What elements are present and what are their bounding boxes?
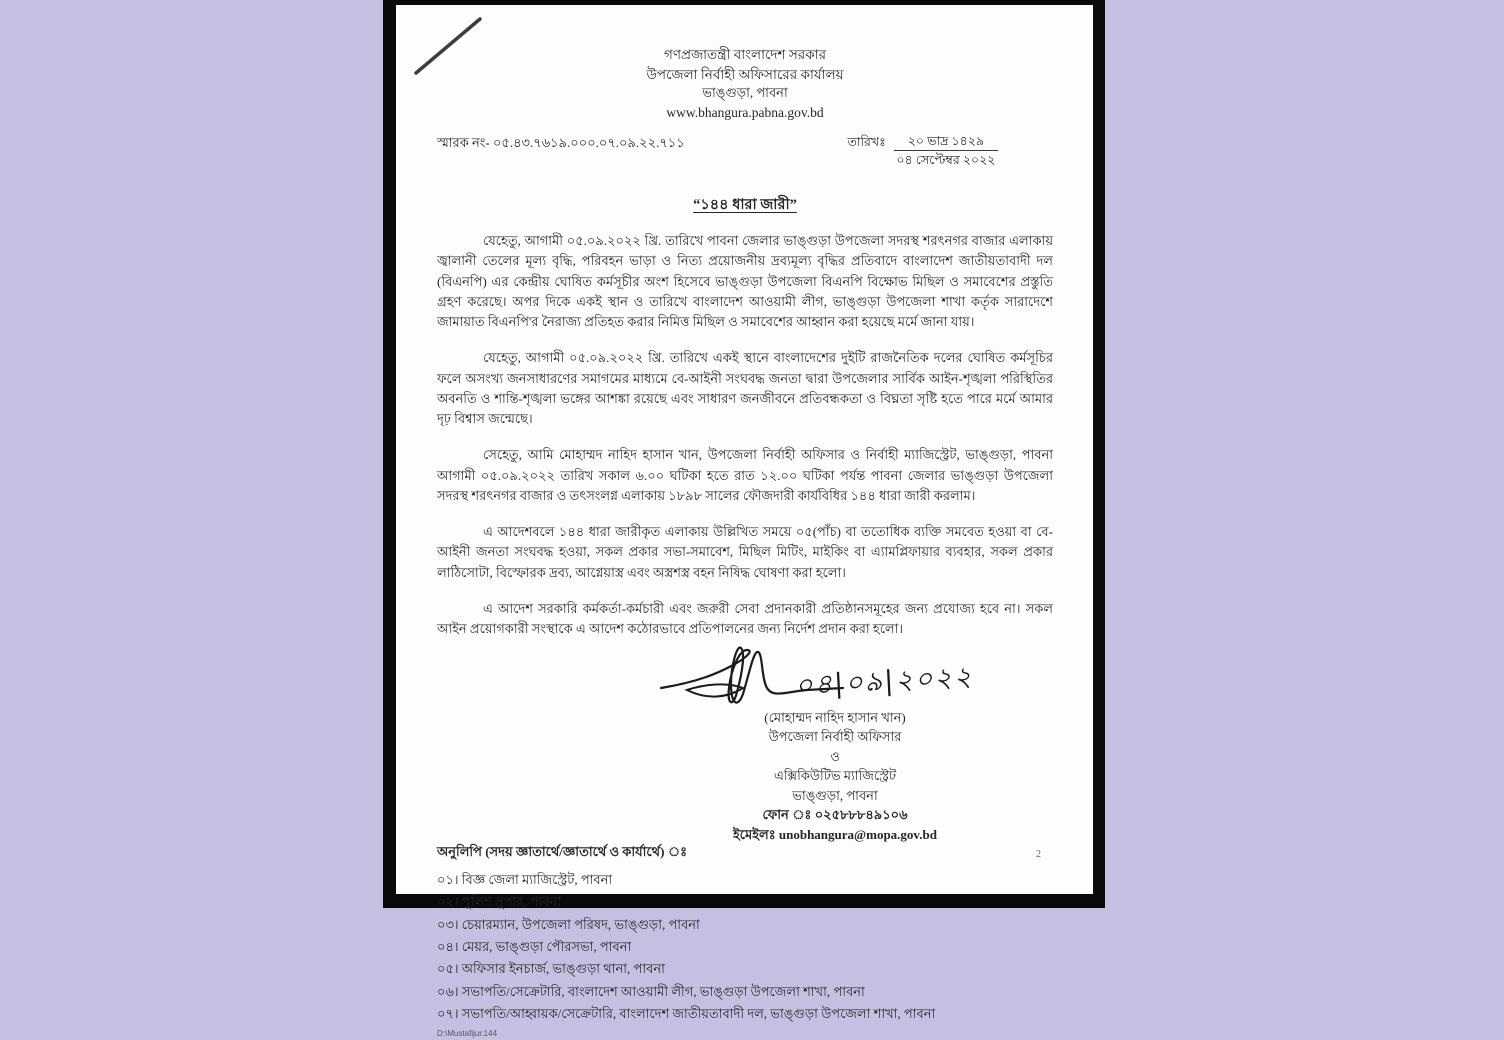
signatory-designation-2: এক্সিকিউটিভ ম্যাজিস্ট্রেট xyxy=(773,768,897,784)
paragraph-order: সেহেতু, আমি মোহাম্মদ নাহিদ হাসান খান, উপজেলা নির্বাহী অফিসার ও নির্বাহী ম্যাজিস্ট্রেট, ভাঙ্গুড়া, পাবনা আগামী ০৫.০৯.২০২২ তারিখ সকাল ৬.০০ ঘটিকা হতে রাত ১২.০০ ঘটিকা পর্যন্ত পাবনা জেলার ভাঙ্গুড়া উপজেলা সদরস্থ শরৎনগর বাজার ও তৎসংলগ্ন এলাকায় ১৮৯৮ সালের ফৌজদারী কার্যবিধির ১৪৪ ধারা জারী করলাম। xyxy=(437,447,1053,503)
signatory-name: (মোহাম্মদ নাহিদ হাসান খান) xyxy=(764,709,906,725)
document-page xyxy=(396,5,1093,1038)
date-block xyxy=(847,133,998,170)
date-bangla: ২০ ভাদ্র ১৪২৯ xyxy=(894,133,998,152)
paragraph-whereas-1: যেহেতু, আগামী ০৫.০৯.২০২২ খ্রি. তারিখে পাবনা জেলার ভাঙ্গুড়া উপজেলা সদরস্থ শরৎনগর বাজার এলাকায় জ্বালানী তেলের মূল্য বৃদ্ধি, পরিবহন ভাড়া ও নিত্য প্রয়োজনীয় দ্রব্যমূল্য বৃদ্ধির প্রতিবাদে বাংলাদেশ জাতীয়তাবাদী দল (বিএনপি) এর কেন্দ্রীয় ঘোষিত কর্মসূচীর অংশ হিসেবে ভাঙ্গুড়া উপজেলা বিএনপি বিক্ষোভ মিছিল ও সমাবেশের প্রস্তুতি গ্রহণ করেছে। অপর দিকে একই স্থান ও তারিখে বাংলাদেশ আওয়ামী লীগ, ভাঙ্গুড়া উপজেলা শাখা কর্তৃক সারাদেশে জামায়াত বিএনপি'র নৈরাজ্য প্রতিহত করার নিমিত্ত মিছিল ও সমাবেশের আহ্বান করা হয়েছে মর্মে জানা যায়। xyxy=(437,233,1053,330)
letterhead-location: ভাঙ্গুড়া, পাবনা xyxy=(702,85,788,101)
date-label: তারিখঃ xyxy=(847,134,886,149)
distribution-item: ০৫। অফিসার ইনচার্জ, ভাঙ্গুড়া থানা, পাবনা xyxy=(437,961,665,977)
memo-row xyxy=(437,133,1053,170)
distribution-item: ০৩। চেয়ারম্যান, উপজেলা পরিষদ, ভাঙ্গুড়া, পাবনা xyxy=(437,916,700,932)
signature-area xyxy=(437,656,1053,842)
distribution-item: ০৬। সভাপতি/সেক্রেটারি, বাংলাদেশ আওয়ামী লীগ, ভাঙ্গুড়া উপজেলা শাখা, পাবনা xyxy=(437,983,865,999)
signatory-phone: ফোন ঃ ০২৫৮৮৮৪৯১০৬ xyxy=(762,807,908,823)
date-gregorian: ০৪ সেপ্টেম্বর ২০২২ xyxy=(896,153,996,168)
distribution-item: ০৭। সভাপতি/আহ্বায়ক/সেক্রেটারি, বাংলাদেশ জাতীয়তাবাদী দল, ভাঙ্গুড়া উপজেলা শাখা, পাবনা xyxy=(437,1006,936,1022)
footer-file-path: D:\Mustafijur.144 xyxy=(437,1028,498,1038)
signatory-location: ভাঙ্গুড়া, পাবনা xyxy=(792,787,878,803)
signature-block xyxy=(685,656,985,845)
scanned-page-frame xyxy=(383,0,1105,1038)
document-content xyxy=(437,27,1053,1038)
paragraph-prohibitions: এ আদেশবলে ১৪৪ ধারা জারীকৃত এলাকায় উল্লিখিত সময়ে ০৫(পাঁচ) বা ততোধিক ব্যক্তি সমবেত হওয়া বা বে-আইনী জনতা সংঘবদ্ধ হওয়া, সকল প্রকার সভা-সমাবেশ, মিছিল মিটিং, মাইকিং বা এ্যামপ্লিফায়ার ব্যবহার, সকল প্রকার লাঠিসোটা, বিস্ফোরক দ্রব্য, আগ্নেয়াস্ত্র এবং অস্ত্রশস্ত্র বহন নিষিদ্ধ ঘোষণা করা হলো। xyxy=(437,524,1053,580)
date-stack xyxy=(894,133,998,170)
signatory-designation-1: উপজেলা নির্বাহী অফিসার xyxy=(768,729,902,745)
distribution-heading: অনুলিপি (সদয় জ্ঞাতার্থে/জ্ঞাতার্থে ও কার্যার্থে) ঃ xyxy=(437,843,688,859)
paragraph-exemptions: এ আদেশ সরকারি কর্মকর্তা-কর্মচারী এবং জরুরী সেবা প্রদানকারী প্রতিষ্ঠানসমূহের জন্য প্রযোজ্য হবে না। সকল আইন প্রয়োগকারী সংস্থাকে এ আদেশ কঠোরভাবে প্রতিপালনের জন্য নির্দেশ প্রদান করা হলো। xyxy=(437,601,1053,637)
distribution-item: ০৪। মেয়র, ভাঙ্গুড়া পৌরসভা, পাবনা xyxy=(437,939,632,955)
letterhead-office: উপজেলা নির্বাহী অফিসারের কার্যালয় xyxy=(646,66,844,82)
page-number: 2 xyxy=(1036,849,1041,860)
distribution-section xyxy=(437,842,1053,1040)
paragraph-whereas-2: যেহেতু, আগামী ০৫.০৯.২০২২ খ্রি. তারিখে একই স্থানে বাংলাদেশের দুইটি রাজনৈতিক দলের ঘোষিত কর্মসূচির ফলে অসংখ্য জনসাধারণের সমাগমের মাধ্যমে বে-আইনী সংঘবদ্ধ জনতা দ্বারা উপজেলার সার্বিক আইন-শৃঙ্খলা পরিস্থিতির অবনতি ও শান্তি-শৃঙ্খলা ভঙ্গের আশঙ্কা রয়েছে এবং সাধারণ জনজীবনে প্রতিবন্ধকতা ও বিঘ্নতা সৃষ্টি হতে পারে মর্মে আমার দৃঢ় বিশ্বাস জন্মেছে। xyxy=(437,350,1053,427)
document-title: “১৪৪ ধারা জারী” xyxy=(693,197,797,214)
distribution-item: ০২। পুলিশ সুপার, পাবনা xyxy=(437,894,562,910)
letterhead-website: www.bhangura.pabna.gov.bd xyxy=(666,104,824,120)
distribution-list xyxy=(437,869,1053,1026)
signatory-conjunction: ও xyxy=(830,748,840,764)
body-paragraphs xyxy=(437,231,1053,640)
letterhead-government: গণপ্রজাতন্ত্রী বাংলাদেশ সরকার xyxy=(663,47,827,62)
memo-number: স্মারক নং- ০৫.৪৩.৭৬১৯.০০০.০৭.০৯.২২.৭১১ xyxy=(437,134,685,150)
letterhead xyxy=(437,45,1053,123)
handwritten-date: ০৪|০৯|২০২২ xyxy=(794,660,975,702)
signatory-email: ইমেইলঃ unobhangura@mopa.gov.bd xyxy=(733,826,937,842)
distribution-item: ০১। বিজ্ঞ জেলা ম্যাজিস্ট্রেট, পাবনা xyxy=(437,872,613,888)
